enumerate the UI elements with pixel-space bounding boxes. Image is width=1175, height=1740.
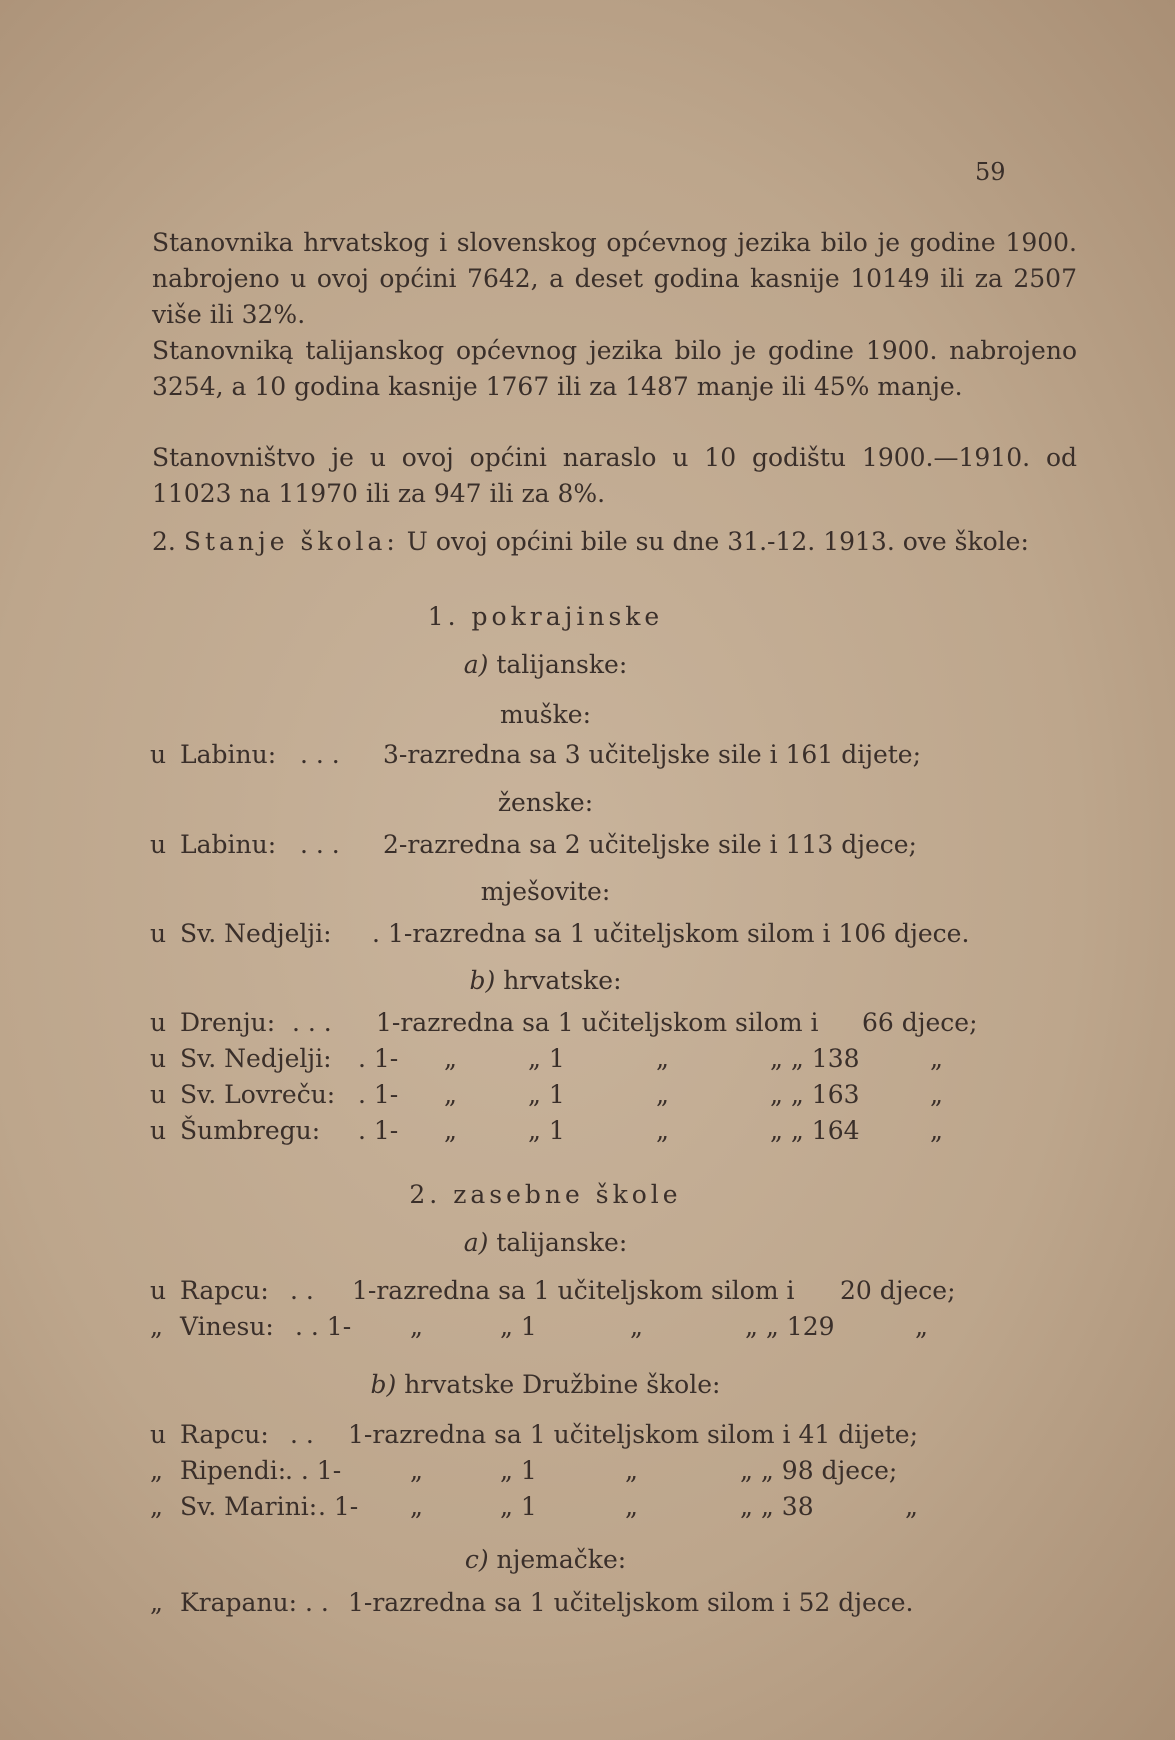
row-prefix: „ xyxy=(150,1492,163,1521)
school-row xyxy=(150,1276,1010,1310)
ditto-mark: „ xyxy=(625,1492,638,1521)
row-teachers: „ 1 xyxy=(528,1044,565,1073)
row-prefix: „ xyxy=(150,1456,163,1485)
row-place: Šumbregu: xyxy=(180,1116,321,1145)
school-row xyxy=(150,919,1010,953)
section-number: 2. xyxy=(152,527,176,556)
subheading-label: njemačke: xyxy=(496,1545,627,1574)
subheading-letter: c) xyxy=(464,1545,489,1574)
row-leader: . xyxy=(372,919,380,948)
school-row xyxy=(150,1008,1010,1042)
row-prefix: u xyxy=(150,1044,167,1073)
row-count: „ „ 164 xyxy=(770,1116,860,1145)
paragraph-croatian-population: Stanovnika hrvatskog i slovenskog općevnog jezika bilo je godine 1900. nabrojeno u ovoj općini 7642, a deset godina kasnije 10149 ili za 2507 više ili 32%. xyxy=(152,228,1077,329)
row-leader: . 1- xyxy=(358,1080,399,1109)
school-row xyxy=(150,1420,1010,1454)
row-leader: . 1- xyxy=(318,1492,359,1521)
row-description: 1-razredna sa 1 učiteljskom silom i 41 dijete; xyxy=(348,1420,919,1449)
row-place: Sv. Lovreču: xyxy=(180,1080,336,1109)
paragraph-italian-population: Stanovniką talijanskog općevnog jezika bilo je godine 1900. nabrojeno 3254, a 10 godina kasnije 1767 ili za 1487 manje ili 45% manje. xyxy=(152,336,1077,401)
subheading-letter: b) xyxy=(370,1370,397,1399)
row-leader: . . . xyxy=(300,830,340,859)
paragraph-school-status xyxy=(83,524,1077,560)
ditto-mark: „ xyxy=(410,1456,423,1485)
heading-mixed: mješovite: xyxy=(480,877,611,906)
row-teachers: „ 1 xyxy=(528,1080,565,1109)
ditto-mark: „ xyxy=(444,1116,457,1145)
row-place: Sv. Marini: xyxy=(180,1492,318,1521)
row-teachers: „ 1 xyxy=(500,1456,537,1485)
ditto-mark: „ xyxy=(930,1116,943,1145)
row-count: „ „ 38 xyxy=(740,1492,814,1521)
row-description: 3-razredna sa 3 učiteljske sile i 161 dijete; xyxy=(383,740,922,769)
ditto-mark: „ xyxy=(656,1080,669,1109)
row-description: 1-razredna sa 1 učiteljskom silom i xyxy=(376,1008,819,1037)
row-leader: . 1- xyxy=(358,1116,399,1145)
row-teachers: „ 1 xyxy=(528,1116,565,1145)
row-leader: . . . xyxy=(300,740,340,769)
row-leader: . . xyxy=(290,1276,314,1305)
section-intro: U ovoj općini bile su dne 31.-12. 1913. ove škole: xyxy=(406,527,1029,556)
row-leader: . . . xyxy=(292,1008,332,1037)
row-place: Labinu: xyxy=(180,830,277,859)
row-leader: . . xyxy=(290,1420,314,1449)
row-prefix: „ xyxy=(150,1312,163,1341)
row-prefix: „ xyxy=(150,1588,163,1617)
ditto-mark: „ xyxy=(625,1456,638,1485)
row-count: 20 djece; xyxy=(840,1276,956,1305)
row-prefix: u xyxy=(150,740,167,769)
subheading-letter: a) xyxy=(463,1228,489,1257)
school-row xyxy=(150,830,1010,864)
heading-private-schools: 2. zasebne škole xyxy=(409,1180,682,1209)
row-description: 1-razredna sa 1 učiteljskom silom i 52 djece. xyxy=(348,1588,914,1617)
row-place: Rapcu: xyxy=(180,1420,269,1449)
heading-italian-private xyxy=(83,1228,1008,1257)
ditto-mark: „ xyxy=(656,1116,669,1145)
row-count: „ „ 163 xyxy=(770,1080,860,1109)
subheading-letter: b) xyxy=(469,966,496,995)
ditto-mark: „ xyxy=(410,1492,423,1521)
row-description: 1-razredna sa 1 učiteljskom silom i 106 djece. xyxy=(388,919,970,948)
row-place: Sv. Nedjelji: xyxy=(180,1044,332,1073)
ditto-mark: „ xyxy=(410,1312,423,1341)
row-count: „ „ 98 djece; xyxy=(740,1456,898,1485)
row-leader: . 1- xyxy=(358,1044,399,1073)
row-description: 2-razredna sa 2 učiteljske sile i 113 djece; xyxy=(383,830,917,859)
row-prefix: u xyxy=(150,919,167,948)
school-row xyxy=(150,1312,1010,1346)
school-row xyxy=(150,1080,1010,1114)
heading-german xyxy=(83,1545,1008,1574)
row-place: Labinu: xyxy=(180,740,277,769)
row-place: Vinesu: xyxy=(180,1312,274,1341)
row-place: Rapcu: xyxy=(180,1276,269,1305)
row-prefix: u xyxy=(150,1080,167,1109)
row-leader: . . xyxy=(305,1588,329,1617)
page-number: 59 xyxy=(975,158,1006,186)
heading-provincial-schools: 1. pokrajinske xyxy=(427,602,664,631)
school-row xyxy=(150,1588,1010,1622)
ditto-mark: „ xyxy=(444,1044,457,1073)
heading-italian-provincial xyxy=(83,650,1008,679)
row-prefix: u xyxy=(150,830,167,859)
school-row xyxy=(150,1456,1010,1490)
school-row xyxy=(150,1492,1010,1526)
subheading-label: hrvatske Družbine škole: xyxy=(404,1370,721,1399)
heading-boys: muške: xyxy=(499,700,591,729)
row-teachers: „ 1 xyxy=(500,1492,537,1521)
ditto-mark: „ xyxy=(444,1080,457,1109)
subheading-label: hrvatske: xyxy=(503,966,622,995)
row-count: „ „ 129 xyxy=(745,1312,835,1341)
ditto-mark: „ xyxy=(915,1312,928,1341)
row-leader: . . 1- xyxy=(295,1312,352,1341)
school-row xyxy=(150,740,1010,774)
ditto-mark: „ xyxy=(656,1044,669,1073)
row-description: 1-razredna sa 1 učiteljskom silom i xyxy=(352,1276,795,1305)
subheading-letter: a) xyxy=(463,650,489,679)
ditto-mark: „ xyxy=(930,1080,943,1109)
subheading-label: talijanske: xyxy=(496,650,628,679)
paragraph-total-population: Stanovništvo je u ovoj općini naraslo u 10 godištu 1900.—1910. od 11023 na 11970 ili za 947 ili za 8%. xyxy=(152,443,1077,508)
school-row xyxy=(150,1116,1010,1150)
section-heading: Stanje škola: xyxy=(183,527,399,556)
row-prefix: u xyxy=(150,1116,167,1145)
ditto-mark: „ xyxy=(630,1312,643,1341)
row-prefix: u xyxy=(150,1008,167,1037)
row-place: Ripendi: xyxy=(180,1456,287,1485)
row-count: 66 djece; xyxy=(862,1008,978,1037)
heading-croatian-provincial xyxy=(83,966,1008,995)
heading-girls: ženske: xyxy=(497,788,594,817)
row-place: Krapanu: xyxy=(180,1588,298,1617)
row-place: Sv. Nedjelji: xyxy=(180,919,332,948)
row-leader: . . 1- xyxy=(285,1456,342,1485)
ditto-mark: „ xyxy=(930,1044,943,1073)
row-place: Drenju: xyxy=(180,1008,276,1037)
heading-croatian-society xyxy=(83,1370,1008,1399)
row-prefix: u xyxy=(150,1420,167,1449)
row-prefix: u xyxy=(150,1276,167,1305)
row-teachers: „ 1 xyxy=(500,1312,537,1341)
ditto-mark: „ xyxy=(905,1492,918,1521)
row-count: „ „ 138 xyxy=(770,1044,860,1073)
subheading-label: talijanske: xyxy=(496,1228,628,1257)
school-row xyxy=(150,1044,1010,1078)
